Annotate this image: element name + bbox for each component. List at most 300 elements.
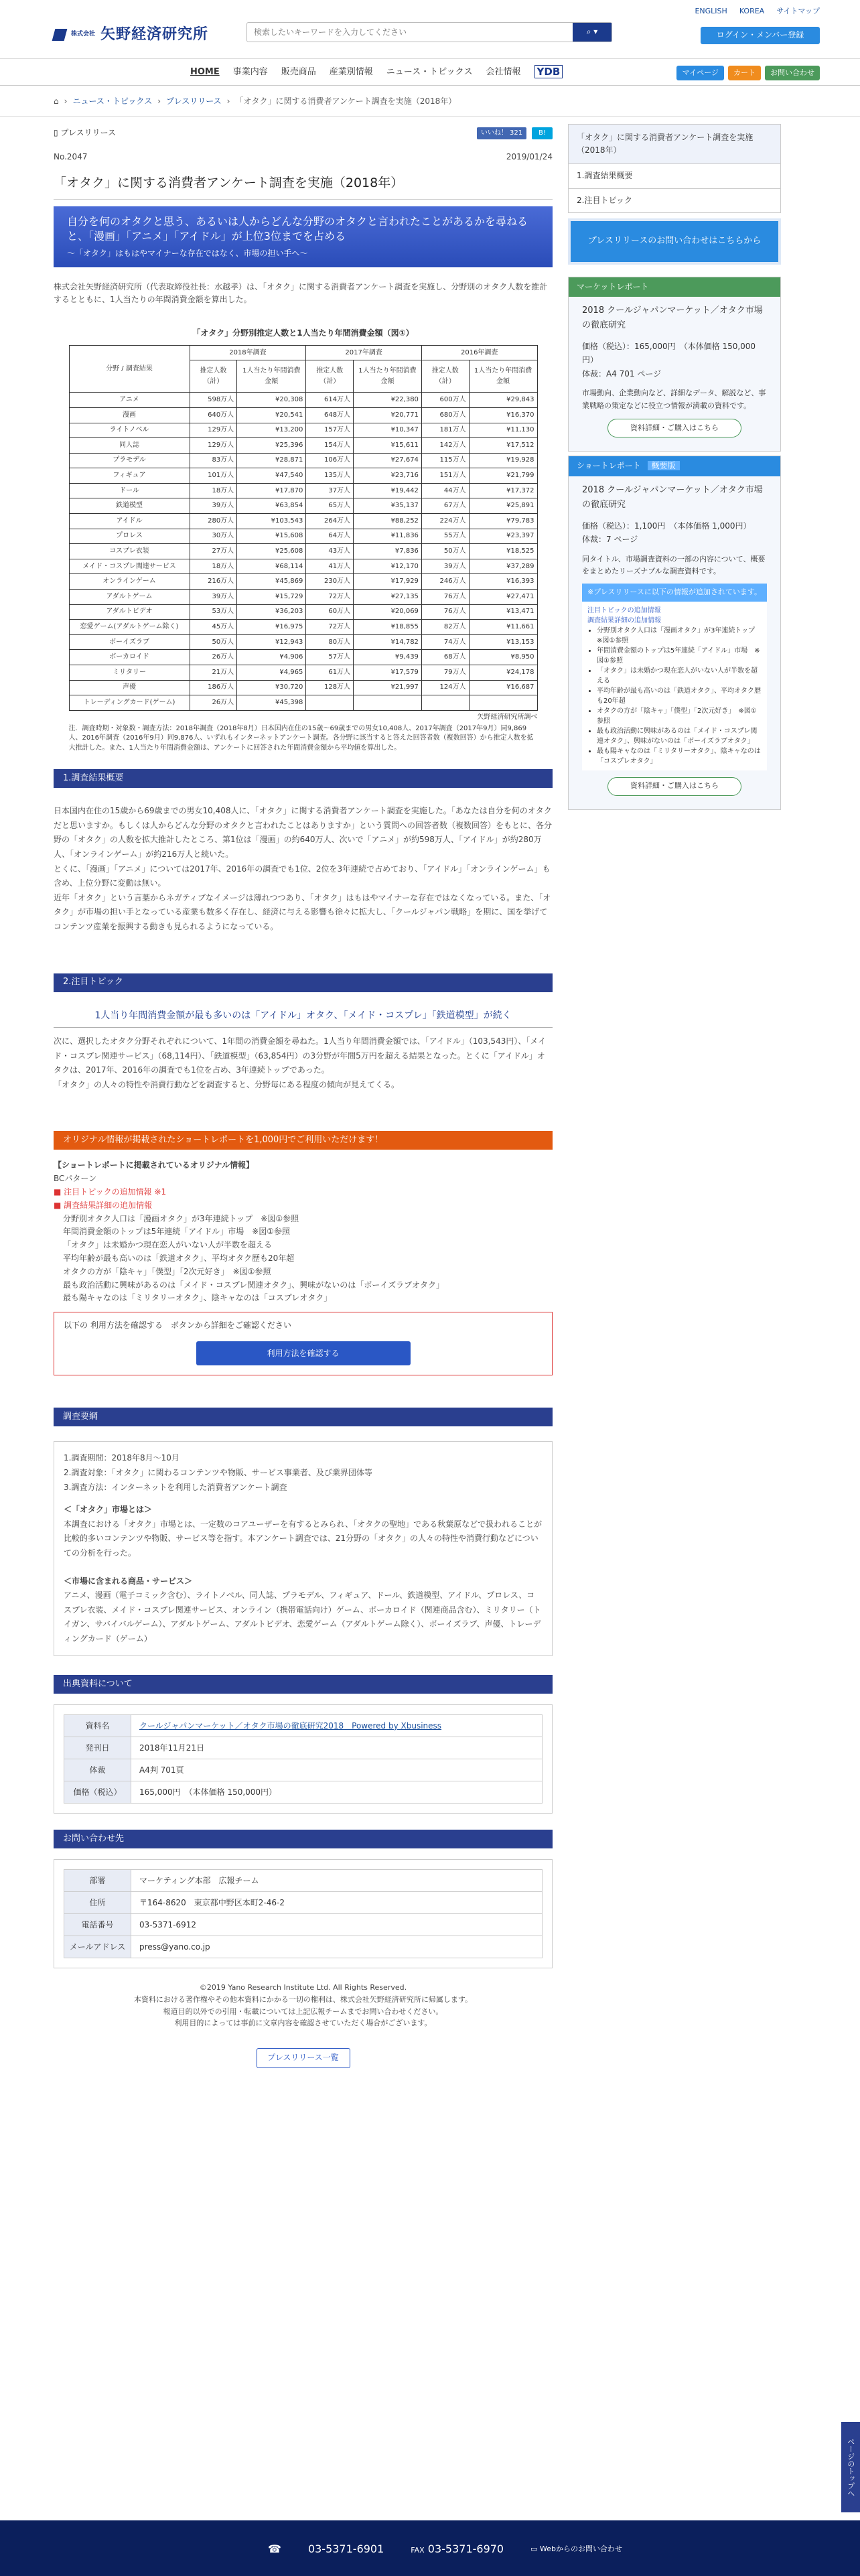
link-korea[interactable]: KOREA (739, 7, 765, 15)
article-number: No.2047 (54, 152, 88, 161)
table-cell-category: フィギュア (69, 468, 190, 484)
kv-value[interactable]: クールジャパンマーケット／オタク市場の徹底研究2018 Powered by Xbusiness (131, 1715, 543, 1737)
table-cell: 53万人 (190, 604, 237, 620)
table-cell: ¥79,783 (469, 514, 537, 529)
table-cell: 151万人 (421, 468, 469, 484)
market-desc: 市場動向、企業動向など、詳細なデータ、解説など、事業戦略の策定などに役立つ情報が満載の資料です。 (582, 389, 766, 410)
market-title[interactable]: 2018 クールジャパンマーケット／オタク市場の徹底研究 (582, 305, 763, 330)
table-cell: 60万人 (306, 604, 354, 620)
table-cell: 80万人 (306, 634, 354, 650)
link-sitemap[interactable]: サイトマップ (776, 7, 820, 15)
sidebar-toc (568, 124, 781, 213)
table-cell: ¥13,200 (237, 423, 306, 438)
table-cell: 43万人 (306, 544, 354, 559)
s2-subheading: 1人当り年間消費金額が最も多いのは「アイドル」オタク、「メイド・コスプレ」「鉄道模型」が続く (54, 1002, 553, 1028)
kv-label: 価格（税込） (64, 1781, 131, 1804)
table-cell: 157万人 (306, 423, 354, 438)
press-list-button[interactable]: プレスリリース一覧 (257, 2048, 350, 2068)
table-cell: 39万人 (421, 559, 469, 574)
table-cell: ¥27,471 (469, 590, 537, 605)
short-add-2: 調査結果詳細の追加情報 (587, 616, 661, 624)
table-cell (354, 695, 422, 711)
table-cell: ¥17,929 (354, 574, 422, 590)
table-cell: 129万人 (190, 423, 237, 438)
table-cell: ¥24,178 (469, 665, 537, 681)
short-line: 平均年齢が最も高いのは「鉄道オタク」、平均オタク歴も20年超 (63, 1253, 295, 1263)
table-row (69, 483, 537, 498)
table-cell: ¥28,871 (237, 453, 306, 468)
login-button[interactable]: ログイン・メンバー登録 (701, 27, 820, 44)
link-english[interactable]: ENGLISH (695, 7, 727, 15)
s2-p1: 次に、選択したオタク分野それぞれについて、1年間の消費金額を尋ねた。1人当り年間消費金額では、「アイドル」（103,543円）、「メイド・コスプレ関連サービス」（68,114円）、「鉄道模型」（63,854円）の3分野が年間5万円を超える結果となった。とくに「アイドル」オタクは、2017年、2016年の調査でも1位を占め、3年連続トップであった。 (54, 1036, 547, 1075)
table-row (69, 665, 537, 681)
table-row (69, 604, 537, 620)
market-price: 価格（税込）：165,000円 （本体価格 150,000円） (582, 341, 756, 365)
table-cell-category: 鉄道模型 (69, 498, 190, 514)
kv-value: 〒164-8620 東京都中野区本町2-46-2 (131, 1892, 543, 1914)
table-cell: 82万人 (421, 620, 469, 635)
site-logo[interactable] (54, 23, 208, 46)
table-cell: ¥17,512 (469, 438, 537, 454)
table-cell: ¥13,153 (469, 634, 537, 650)
breadcrumb: ⌂ › ニュース・トピックス › プレスリリース › 「オタク」に関する消費者アンケート調査を実施（2018年） (0, 86, 860, 117)
table-cell: 76万人 (421, 590, 469, 605)
outline-line: 3.調査方法：インターネットを利用した消費者アンケート調査 (64, 1482, 287, 1492)
source-box (54, 1704, 553, 1814)
table-cell-category: プロレス (69, 529, 190, 544)
contact-button[interactable]: お問い合わせ (765, 66, 820, 80)
kv-value: press@yano.co.jp (131, 1936, 543, 1958)
table-row (69, 423, 537, 438)
s1-p2: とくに、「漫画」「アニメ」については2017年、2016年の調査でも1位、2位を3年連続で占めており、「アイドル」「オンラインゲーム」も含め、上位分野に変動は無い。 (54, 864, 551, 888)
cart-button[interactable]: カート (728, 66, 761, 80)
table-cell: ¥4,906 (237, 650, 306, 665)
short-detail-button[interactable]: 資料詳細・ご購入はこちら (607, 777, 741, 796)
kv-label: 住所 (64, 1892, 131, 1914)
kv-label: 部署 (64, 1870, 131, 1892)
table-cell: 598万人 (190, 393, 237, 408)
col-category: 分野 / 調査結果 (69, 345, 190, 393)
table-cell: 600万人 (421, 393, 469, 408)
table-cell: ¥16,370 (469, 407, 537, 423)
kv-row (64, 1870, 543, 1892)
sidebar-toc-item-2[interactable]: 2.注目トピック (569, 189, 780, 212)
table-row (69, 453, 537, 468)
table-cell: ¥23,716 (354, 468, 422, 484)
market-detail-button[interactable]: 資料詳細・ご購入はこちら (607, 419, 741, 437)
table-row (69, 590, 537, 605)
sub-header-spend: 1人当たり年間消費金額 (237, 360, 306, 393)
table-cell: 640万人 (190, 407, 237, 423)
home-icon[interactable]: ⌂ (54, 96, 59, 106)
sub-header-count: 推定人数（計） (306, 360, 354, 393)
site-footer (0, 2520, 860, 2576)
table-cell-category: アダルトゲーム (69, 590, 190, 605)
short-add-1: 注目トピックの追加情報 (587, 606, 661, 614)
market-report-box (568, 277, 781, 452)
table-cell: ¥7,836 (354, 544, 422, 559)
table-source: 矢野経済研究所調べ (477, 713, 538, 721)
short-line: 分野別オタク人口は「漫画オタク」が3年連続トップ ※図①参照 (63, 1213, 299, 1223)
search-input[interactable] (247, 23, 573, 42)
hatena-bookmark-button[interactable]: B! (532, 127, 553, 139)
table-cell: 246万人 (421, 574, 469, 590)
short-size: 体裁：7 ページ (582, 535, 638, 545)
table-cell: ¥16,687 (469, 680, 537, 695)
table-cell: 142万人 (421, 438, 469, 454)
nav-business[interactable]: 事業内容 (232, 67, 268, 77)
phone-icon: ☎ (268, 2543, 281, 2555)
article (54, 124, 553, 2068)
table-cell: 39万人 (190, 590, 237, 605)
short-pattern: BCパターン (54, 1174, 97, 1184)
table-cell-category: ボーイズラブ (69, 634, 190, 650)
short-line: 最も政治活動に興味があるのは「メイド・コスプレ関連オタク」、興味がないのは「ボーイズラブオタク」 (63, 1280, 445, 1290)
short-line: 「オタク」は未婚かつ現在恋人がいない人が半数を超える (63, 1240, 273, 1250)
table-cell: ¥13,471 (469, 604, 537, 620)
top-links (695, 5, 820, 17)
table-cell: 79万人 (421, 665, 469, 681)
table-cell: 230万人 (306, 574, 354, 590)
table-cell: 18万人 (190, 559, 237, 574)
market-size: 体裁：A4 701 ページ (582, 368, 662, 379)
table-cell (469, 695, 537, 711)
table-cell-category: アダルトビデオ (69, 604, 190, 620)
kv-label: メールアドレス (64, 1936, 131, 1958)
table-cell: ¥18,855 (354, 620, 422, 635)
table-cell (306, 695, 354, 711)
table-cell: ¥88,252 (354, 514, 422, 529)
table-cell: 37万人 (306, 483, 354, 498)
breadcrumb-news[interactable]: ニュース・トピックス (72, 96, 153, 106)
nav-news[interactable]: ニュース・トピックス (386, 67, 473, 77)
table-cell: ¥20,541 (237, 407, 306, 423)
short-list-item: • 「オタク」は未婚かつ現在恋人がいない人が半数を超える (597, 666, 762, 686)
short-list-item: • 年間消費金額のトップは5年連続「アイドル」市場 ※図①参照 (597, 646, 762, 666)
intro-text: 株式会社矢野経済研究所（代表取締役社長：水越孝）は、「オタク」に関する消費者アンケート調査を実施し、分野別のオタク人数を推計するとともに、1人当たりの年間消費金額を算出した。 (54, 282, 548, 305)
table-cell-category: ドール (69, 483, 190, 498)
table-cell: 27万人 (190, 544, 237, 559)
table-cell: 45万人 (190, 620, 237, 635)
table-cell: 64万人 (306, 529, 354, 544)
table-cell: ¥35,137 (354, 498, 422, 514)
site-header (0, 0, 860, 59)
table-cell-category: 声優 (69, 680, 190, 695)
contact-heading: お問い合わせ先 (54, 1830, 553, 1848)
table-cell-category: トレーディングカード(ゲーム) (69, 695, 190, 711)
kv-row (64, 1781, 543, 1804)
article-category: ▯ プレスリリース (54, 128, 116, 138)
kv-value: マーケティング本部 広報チーム (131, 1870, 543, 1892)
table-row (69, 468, 537, 484)
table-row (69, 559, 537, 574)
table-cell: 129万人 (190, 438, 237, 454)
table-cell: ¥45,869 (237, 574, 306, 590)
table-cell: 101万人 (190, 468, 237, 484)
outline-subheading: ＜「オタク」市場とは＞ (64, 1505, 153, 1515)
table-body (69, 393, 537, 710)
table-cell: ¥11,130 (469, 423, 537, 438)
table-cell: 264万人 (306, 514, 354, 529)
table-cell: ¥25,396 (237, 438, 306, 454)
table-cell: ¥17,870 (237, 483, 306, 498)
usage-button[interactable]: 利用方法を確認する (196, 1341, 411, 1365)
table-cell: 57万人 (306, 650, 354, 665)
table-cell: 74万人 (421, 634, 469, 650)
table-cell: ¥14,782 (354, 634, 422, 650)
table-cell: 76万人 (421, 604, 469, 620)
table-cell: ¥47,540 (237, 468, 306, 484)
kv-row (64, 1715, 543, 1737)
logo-name: 矢野経済研究所 (100, 26, 209, 43)
table-cell: ¥15,608 (237, 529, 306, 544)
table-cell: 61万人 (306, 665, 354, 681)
table-cell: ¥21,997 (354, 680, 422, 695)
table-row (69, 574, 537, 590)
table-cell: 135万人 (306, 468, 354, 484)
table-cell-category: ミリタリー (69, 665, 190, 681)
search-button[interactable]: ⌕ ▾ (573, 23, 612, 42)
table-cell: 72万人 (306, 590, 354, 605)
nav-home[interactable]: HOME (190, 67, 220, 77)
source-heading: 出典資料について (54, 1675, 553, 1694)
table-cell: ¥68,114 (237, 559, 306, 574)
market-label: マーケットレポート (569, 277, 780, 297)
table-cell: 21万人 (190, 665, 237, 681)
copyright: ©2019 Yano Research Institute Ltd. All Rights Reserved. (199, 1983, 407, 1992)
table-cell: ¥19,442 (354, 483, 422, 498)
outline-text: 本調査における「オタク」市場とは、一定数のコアユーザーを有するとみられ、「オタクの聖地」である秋葉原などで扱われることが比較的多いコンテンツや物販、サービス等を指す。本アンケート調査では、21分野の「オタク」の人々の特性や消費行動などについての分析を行った。 (64, 1519, 543, 1558)
section2-heading: 2.注目トピック (54, 973, 553, 992)
search-bar (246, 22, 612, 42)
outline-subheading: ＜市場に含まれる商品・サービス＞ (64, 1576, 193, 1586)
table-cell (421, 695, 469, 711)
sub-header-spend: 1人当たり年間消費金額 (469, 360, 537, 393)
table-cell-category: コスプレ衣装 (69, 544, 190, 559)
table-cell: ¥21,799 (469, 468, 537, 484)
short-line: オタクの方が「陰キャ」「僕型」「2次元好き」 ※図①参照 (63, 1266, 271, 1276)
table-cell: 181万人 (421, 423, 469, 438)
short-label: ショートレポート 概要版 (569, 456, 780, 476)
logo-mark-icon (52, 29, 68, 41)
kv-label: 電話番号 (64, 1914, 131, 1936)
table-cell: ¥17,579 (354, 665, 422, 681)
table-row (69, 529, 537, 544)
table-cell: ¥36,203 (237, 604, 306, 620)
contact-table (64, 1869, 543, 1958)
table-row (69, 695, 537, 711)
kv-row (64, 1737, 543, 1759)
lead-text: 自分を何のオタクと思う、あるいは人からどんな分野のオタクと言われたことがあるかを尋ねると、「漫画」「アニメ」「アイドル」が上位3位までを占める (67, 214, 528, 243)
table-cell: 18万人 (190, 483, 237, 498)
table-cell: 26万人 (190, 695, 237, 711)
table-cell: ¥11,836 (354, 529, 422, 544)
article-date: 2019/01/24 (506, 152, 553, 161)
table-cell: 128万人 (306, 680, 354, 695)
short-report-box (568, 456, 781, 809)
kv-label: 資料名 (64, 1715, 131, 1737)
nav-ydb[interactable]: YDB (534, 65, 563, 78)
table-cell: ¥10,347 (354, 423, 422, 438)
press-contact-button[interactable]: プレスリリースのお問い合わせはこちらから (571, 221, 778, 262)
short-list (587, 626, 762, 766)
kv-row (64, 1892, 543, 1914)
table-cell: ¥17,372 (469, 483, 537, 498)
table-cell: ¥12,943 (237, 634, 306, 650)
table-cell: ¥27,674 (354, 453, 422, 468)
table-cell: 30万人 (190, 529, 237, 544)
sub-header-count: 推定人数（計） (190, 360, 237, 393)
table-cell: ¥23,397 (469, 529, 537, 544)
table-cell: 55万人 (421, 529, 469, 544)
table-cell: 614万人 (306, 393, 354, 408)
table-cell: 50万人 (190, 634, 237, 650)
nav-company[interactable]: 会社情報 (486, 67, 521, 77)
footer-fax: 03-5371-6970 (427, 2543, 504, 2555)
nav-products[interactable]: 販売商品 (281, 67, 316, 77)
otaku-table (69, 345, 538, 711)
table-cell: ¥19,928 (469, 453, 537, 468)
short-list-item: • 平均年齢が最も高いのは「鉄道オタク」、平均オタク歴も20年超 (597, 686, 762, 706)
short-list-item: • オタクの方が「陰キャ」「僕型」「2次元好き」 ※図①参照 (597, 706, 762, 726)
table-cell: 106万人 (306, 453, 354, 468)
sidebar-title: 「オタク」に関する消費者アンケート調査を実施（2018年） (569, 125, 780, 164)
table-cell: 67万人 (421, 498, 469, 514)
table-cell: 72万人 (306, 620, 354, 635)
table-cell: 186万人 (190, 680, 237, 695)
col-2018: 2018年調査 (190, 345, 306, 360)
sidebar-toc-item-1[interactable]: 1.調査結果概要 (569, 164, 780, 188)
page-top-button[interactable]: ページのトップへ (841, 2422, 860, 2512)
table-cell: 154万人 (306, 438, 354, 454)
table-row (69, 438, 537, 454)
table-cell-category: 同人誌 (69, 438, 190, 454)
table-cell: 680万人 (421, 407, 469, 423)
outline-line: 2.調査対象：「オタク」に関わるコンテンツや物販、サービス事業者、及び業界団体等 (64, 1467, 372, 1477)
source-table (64, 1714, 543, 1804)
table-cell: ¥20,069 (354, 604, 422, 620)
table-cell-category: ボーカロイド (69, 650, 190, 665)
kv-value: A4判 701頁 (131, 1759, 543, 1781)
table-cell-category: メイド・コスプレ関連サービス (69, 559, 190, 574)
page-title: 「オタク」に関する消費者アンケート調査を実施（2018年） (54, 173, 553, 199)
table-row (69, 514, 537, 529)
table-cell: ¥63,854 (237, 498, 306, 514)
breadcrumb-press[interactable]: プレスリリース (166, 96, 222, 106)
table-cell-category: アニメ (69, 393, 190, 408)
table-cell: ¥22,380 (354, 393, 422, 408)
col-2016: 2016年調査 (421, 345, 537, 360)
short-list-item: • 最も政治活動に興味があるのは「メイド・コスプレ関連オタク」、興味がないのは「ボーイズラブオタク」 (597, 726, 762, 746)
short-lines (54, 1213, 553, 1306)
table-cell: 50万人 (421, 544, 469, 559)
lead-sub: ～「オタク」はもはやマイナーな存在ではなく、市場の担い手へ～ (67, 249, 308, 259)
table-cell: ¥8,950 (469, 650, 537, 665)
table-cell: 26万人 (190, 650, 237, 665)
table-cell-category: オンラインゲーム (69, 574, 190, 590)
table-cell: 224万人 (421, 514, 469, 529)
table-cell: ¥20,308 (237, 393, 306, 408)
short-price: 価格（税込）：1,100円 （本体価格 1,000円） (582, 521, 751, 531)
outline-box (54, 1441, 553, 1656)
notice-2: 報道目的以外での引用・転載については上記広報チームまでお問い合わせください。 (163, 2007, 443, 2016)
table-cell: ¥11,661 (469, 620, 537, 635)
table-cell: 65万人 (306, 498, 354, 514)
table-cell: 216万人 (190, 574, 237, 590)
mypage-button[interactable]: マイページ (676, 66, 724, 80)
sub-header-count: 推定人数（計） (421, 360, 469, 393)
global-nav (0, 59, 860, 86)
kv-row (64, 1936, 543, 1958)
sidebar (568, 124, 781, 810)
short-item-2: ■ 調査結果詳細の追加情報 (54, 1200, 153, 1210)
col-2017: 2017年調査 (306, 345, 422, 360)
table-row (69, 634, 537, 650)
lead-box (54, 206, 553, 268)
table-cell-category: 漫画 (69, 407, 190, 423)
kv-value: 165,000円 （本体価格 150,000円） (131, 1781, 543, 1804)
kv-row (64, 1914, 543, 1936)
table-row (69, 407, 537, 423)
outline-line: 1.調査期間：2018年8月～10月 (64, 1453, 180, 1463)
table-cell: ¥15,729 (237, 590, 306, 605)
table-cell: ¥27,135 (354, 590, 422, 605)
contact-box (54, 1859, 553, 1968)
nav-industry[interactable]: 産業別情報 (329, 67, 373, 77)
kv-label: 体裁 (64, 1759, 131, 1781)
short-report-banner: オリジナル情報が掲載されたショートレポートを1,000円でご利用いただけます！ (54, 1131, 553, 1150)
table-cell: 41万人 (306, 559, 354, 574)
table-cell: ¥16,393 (469, 574, 537, 590)
table-cell: ¥15,611 (354, 438, 422, 454)
table-cell: 83万人 (190, 453, 237, 468)
notice-1: 本資料における著作権やその他本資料にかかる一切の権利は、株式会社矢野経済研究所に帰属します。 (133, 1995, 473, 2005)
table-cell: 44万人 (421, 483, 469, 498)
table-cell-category: アイドル (69, 514, 190, 529)
short-title[interactable]: 2018 クールジャパンマーケット／オタク市場の徹底研究 (582, 484, 763, 510)
footer-tel[interactable]: 03-5371-6901 (307, 2543, 384, 2555)
table-cell: ¥18,525 (469, 544, 537, 559)
table-cell: ¥45,398 (237, 695, 306, 711)
short-list-item: • 分野別オタク人口は「漫画オタク」が3年連続トップ ※図①参照 (597, 626, 762, 646)
footer-web-contact[interactable]: ▭ Webからのお問い合わせ (530, 2545, 622, 2553)
short-heading: 【ショートレポートに掲載されているオリジナル情報】 (54, 1160, 255, 1170)
cta-text: 以下の 利用方法を確認する ボタンから詳細をご確認ください (64, 1320, 291, 1331)
s1-p3: 近年「オタク」という言葉からネガティブなイメージは薄れつつあり、「オタク」はもはやマイナーな存在ではなくなっている。また、「オタク」が市場の担い手となっている産業も数多く存在し、経済に与える影響も徐々に拡大し、「クールジャパン戦略」を期に、国を挙げてコンテンツ産業を振興する動きも見られるようになっている。 (54, 892, 551, 932)
short-line: 最も陽キャなのは「ミリタリーオタク」、陰キャなのは「コスプレオタク」 (63, 1293, 332, 1303)
facebook-like-button[interactable]: いいね！ 321 (477, 127, 526, 139)
table-cell-category: プラモデル (69, 453, 190, 468)
s1-p1: 日本国内在住の15歳から69歳までの男女10,408人に、「オタク」に関する消費者アンケート調査を実施した。「あなたは自分を何のオタクだと思いますか。もしくは人からどんな分野のオタクと言われたことはありますか」という質問への回答者数（複数回答）をもとに、各分野の「オタク」の人数を拡大推計したところ、第1位は「漫画」の約640万人、次いで「アニメ」が約598万人、「アイドル」が約280万人、「オンラインゲーム」が約216万人と続いた。 (54, 806, 553, 860)
s2-p2: 「オタク」の人々の特性や消費行動などを調査すると、分野毎にある程度の傾向が見えてくる。 (54, 1079, 400, 1089)
table-note: 注．調査時期・対象数・調査方法：2018年調査（2018年8月）日本国内在住の15歳～69歳までの男女10,408人、2017年調査（2017年9月）同9,869人、2016年調査（2016年9月）同9,876人、いずれもインターネットアンケート調査。各分野に該当すると答えた回答者数（複数回答）から推定人数を拡大推計した。また、1人当たり年間消費金額は、アンケートに回答された年間消費金額から平均値を算出した。 (68, 724, 534, 752)
table-cell: ¥30,720 (237, 680, 306, 695)
table-row (69, 544, 537, 559)
table-cell: ¥29,843 (469, 393, 537, 408)
kv-label: 発刊日 (64, 1737, 131, 1759)
breadcrumb-current: 「オタク」に関する消費者アンケート調査を実施（2018年） (235, 96, 457, 106)
notice-3: 利用目的によっては事前に文章内容を確認させていただく場合がございます。 (174, 2019, 432, 2028)
table-cell: ¥37,289 (469, 559, 537, 574)
table-cell: 280万人 (190, 514, 237, 529)
table-cell: ¥4,965 (237, 665, 306, 681)
short-note: ※プレスリリースに以下の情報が追加されています。 (582, 584, 767, 602)
kv-value: 2018年11月21日 (131, 1737, 543, 1759)
short-desc: 同タイトル、市場調査資料の一部の内容について、概要をまとめたリーズナブルな調査資料です。 (582, 554, 766, 576)
short-list-item: • 最も陽キャなのは「ミリタリーオタク」、陰キャなのは「コスプレオタク」 (597, 746, 762, 766)
table-cell: ¥9,439 (354, 650, 422, 665)
table-cell: 68万人 (421, 650, 469, 665)
